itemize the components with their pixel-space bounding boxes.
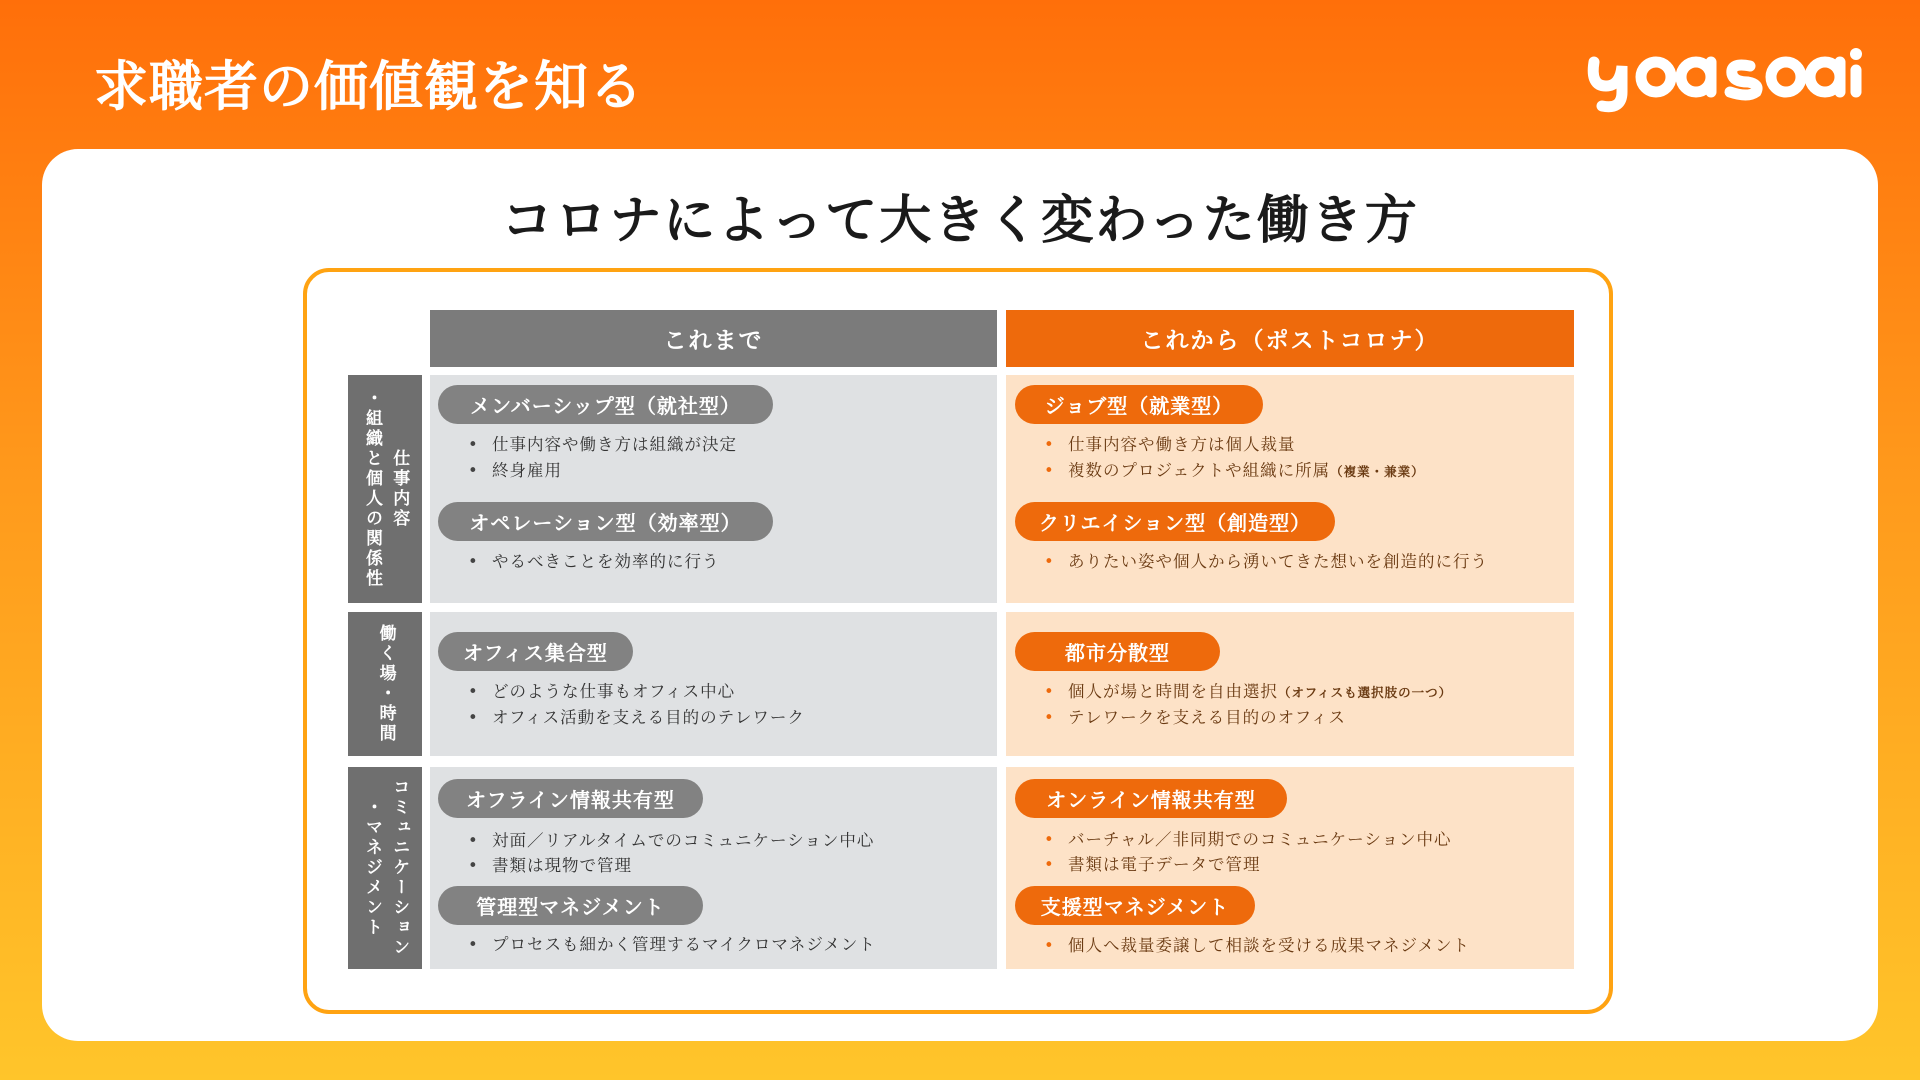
bullet-item: • ありたい姿や個人から湧いてきた想いを創造的に行う (1044, 552, 1488, 571)
cell-before-communication (430, 767, 997, 969)
pill-offline-sharing: オフライン情報共有型 (438, 779, 703, 818)
row-label-line: コミュニケーション (389, 778, 410, 958)
cell-after-work-place (1006, 612, 1574, 756)
bullet-item: • 終身雇用 (468, 461, 562, 480)
row-label-work-content (348, 375, 422, 603)
pill-operation: オペレーション型（効率型） (438, 502, 773, 541)
cell-before-work-place (430, 612, 997, 756)
pill-office-centralized: オフィス集合型 (438, 632, 633, 671)
main-title: コロナによって大きく変わった働き方 (501, 191, 1419, 251)
column-header-before: これまで (430, 310, 997, 367)
row-label-line: 仕事内容 (389, 449, 410, 529)
row-label-line: 働く場・時間 (375, 624, 396, 744)
bullet-item: • 仕事内容や働き方は個人裁量 (1044, 435, 1296, 454)
pill-membership: メンバーシップ型（就社型） (438, 385, 773, 424)
row-label-line: ・組織と個人の関係性 (362, 389, 382, 589)
bullet-item: • テレワークを支える目的のオフィス (1044, 708, 1346, 727)
column-header-after: これから（ポストコロナ） (1006, 310, 1574, 367)
page-title: 求職者の価値観を知る (94, 55, 644, 118)
bullet-item: • プロセスも細かく管理するマイクロマネジメント (468, 935, 876, 954)
pill-creation: クリエイション型（創造型） (1015, 502, 1335, 541)
bullet-item: • どのような仕事もオフィス中心 (468, 682, 736, 701)
cell-after-work-content (1006, 375, 1574, 603)
brand-logo (1580, 44, 1870, 114)
bullet-item: • 個人が場と時間を自由選択（オフィスも選択肢の一つ） (1044, 682, 1453, 701)
pill-urban-distributed: 都市分散型 (1015, 632, 1220, 671)
bullet-item: • オフィス活動を支える目的のテレワーク (468, 708, 805, 727)
row-label-line: ・マネジメント (362, 798, 382, 938)
row-label-communication (348, 767, 422, 969)
pill-control-management: 管理型マネジメント (438, 886, 703, 925)
bullet-item: • 対面／リアルタイムでのコミュニケーション中心 (468, 831, 875, 850)
bullet-item: • バーチャル／非同期でのコミュニケーション中心 (1044, 830, 1452, 849)
bullet-item: • 個人へ裁量委譲して相談を受ける成果マネジメント (1044, 936, 1471, 955)
pill-support-management: 支援型マネジメント (1015, 886, 1255, 925)
bullet-item: • 複数のプロジェクトや組織に所属（複業・兼業） (1044, 461, 1425, 480)
cell-after-communication (1006, 767, 1574, 969)
bullet-item: • 書類は現物で管理 (468, 856, 632, 875)
bullet-item: • 仕事内容や働き方は組織が決定 (468, 435, 737, 454)
bullet-item: • 書類は電子データで管理 (1044, 855, 1261, 874)
pill-job: ジョブ型（就業型） (1015, 385, 1263, 424)
bullet-item: • やるべきことを効率的に行う (468, 552, 720, 571)
row-label-work-place (348, 612, 422, 756)
cell-before-work-content (430, 375, 997, 603)
pill-online-sharing: オンライン情報共有型 (1015, 779, 1287, 818)
